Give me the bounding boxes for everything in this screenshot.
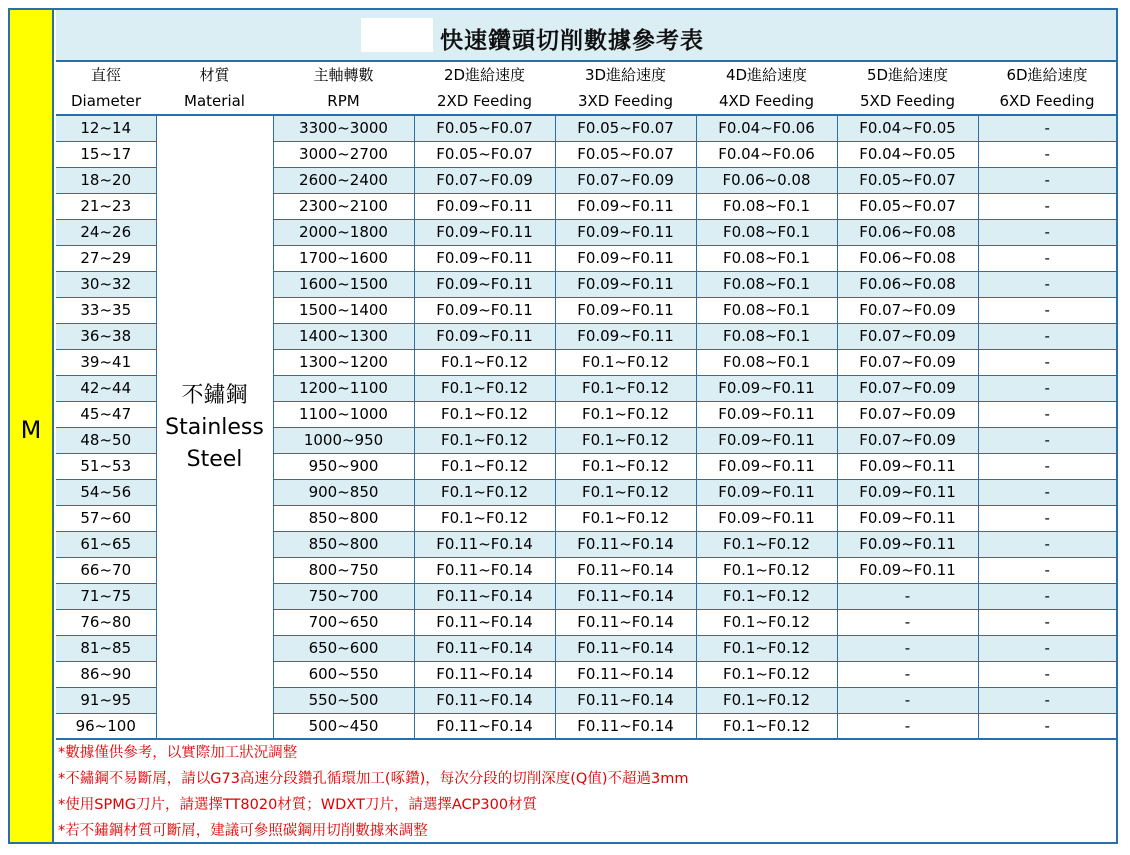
cell-4d-feed: F0.1~F0.12 xyxy=(696,558,837,584)
cell-2d-feed: F0.09~F0.11 xyxy=(414,272,555,298)
cell-2d-feed: F0.09~F0.11 xyxy=(414,324,555,350)
cell-6d-feed: - xyxy=(978,480,1116,506)
cell-diameter: 71~75 xyxy=(56,584,156,610)
cell-5d-feed: - xyxy=(837,714,978,740)
cell-rpm: 1700~1600 xyxy=(273,246,414,272)
cell-4d-feed: F0.08~F0.1 xyxy=(696,350,837,376)
cell-2d-feed: F0.1~F0.12 xyxy=(414,506,555,532)
cell-2d-feed: F0.1~F0.12 xyxy=(414,454,555,480)
cell-3d-feed: F0.11~F0.14 xyxy=(555,610,696,636)
cell-2d-feed: F0.11~F0.14 xyxy=(414,532,555,558)
cell-4d-feed: F0.1~F0.12 xyxy=(696,610,837,636)
note-item: *數據僅供參考，以實際加工狀況調整 xyxy=(58,745,298,761)
cell-5d-feed: - xyxy=(837,636,978,662)
cell-2d-feed: F0.1~F0.12 xyxy=(414,402,555,428)
header-en-3d: 3XD Feeding xyxy=(555,88,696,115)
material-label-en1: Stainless xyxy=(165,414,264,440)
note-item: *不鏽鋼不易斷屑，請以G73高速分段鑽孔循環加工(啄鑽)，每次分段的切削深度(Q值)不超過3mm xyxy=(58,771,689,787)
header-row-zh xyxy=(56,62,1116,88)
table-row xyxy=(56,115,1116,142)
cell-6d-feed: - xyxy=(978,688,1116,714)
cell-3d-feed: F0.07~F0.09 xyxy=(555,168,696,194)
cell-diameter: 54~56 xyxy=(56,480,156,506)
note-item: *若不鏽鋼材質可斷屑，建議可參照碳鋼用切削數據來調整 xyxy=(58,823,428,839)
cell-rpm: 1500~1400 xyxy=(273,298,414,324)
cell-5d-feed: F0.05~F0.07 xyxy=(837,194,978,220)
cell-3d-feed: F0.11~F0.14 xyxy=(555,688,696,714)
cell-4d-feed: F0.1~F0.12 xyxy=(696,662,837,688)
header-zh-rpm: 主軸轉數 xyxy=(313,66,374,84)
cell-5d-feed: F0.04~F0.05 xyxy=(837,142,978,168)
cell-6d-feed: - xyxy=(978,454,1116,480)
cell-2d-feed: F0.1~F0.12 xyxy=(414,428,555,454)
header-zh-3d: 3D進給速度 xyxy=(584,66,667,84)
cell-5d-feed: - xyxy=(837,610,978,636)
cell-4d-feed: F0.1~F0.12 xyxy=(696,636,837,662)
header-en-2d: 2XD Feeding xyxy=(414,88,555,115)
cell-2d-feed: F0.11~F0.14 xyxy=(414,636,555,662)
cell-2d-feed: F0.05~F0.07 xyxy=(414,115,555,142)
cell-diameter: 27~29 xyxy=(56,246,156,272)
cell-4d-feed: F0.09~F0.11 xyxy=(696,402,837,428)
cell-diameter: 61~65 xyxy=(56,532,156,558)
cell-2d-feed: F0.09~F0.11 xyxy=(414,194,555,220)
header-en-diameter: Diameter xyxy=(56,88,156,115)
cell-rpm: 1000~950 xyxy=(273,428,414,454)
cell-diameter: 66~70 xyxy=(56,558,156,584)
cell-5d-feed: F0.06~F0.08 xyxy=(837,220,978,246)
cell-3d-feed: F0.11~F0.14 xyxy=(555,714,696,740)
cell-4d-feed: F0.08~F0.1 xyxy=(696,246,837,272)
cell-rpm: 700~650 xyxy=(273,610,414,636)
cell-rpm: 1300~1200 xyxy=(273,350,414,376)
cell-5d-feed: F0.07~F0.09 xyxy=(837,298,978,324)
cell-6d-feed: - xyxy=(978,194,1116,220)
cell-5d-feed: F0.06~F0.08 xyxy=(837,246,978,272)
material-group-letter: M xyxy=(20,416,42,444)
cell-6d-feed: - xyxy=(978,115,1116,142)
cell-6d-feed: - xyxy=(978,246,1116,272)
cell-6d-feed: - xyxy=(978,584,1116,610)
cell-rpm: 1200~1100 xyxy=(273,376,414,402)
cell-4d-feed: F0.09~F0.11 xyxy=(696,376,837,402)
cell-2d-feed: F0.11~F0.14 xyxy=(414,714,555,740)
cell-diameter: 81~85 xyxy=(56,636,156,662)
cell-5d-feed: F0.09~F0.11 xyxy=(837,480,978,506)
cutting-data-table xyxy=(56,62,1116,740)
cell-5d-feed: F0.07~F0.09 xyxy=(837,376,978,402)
cell-3d-feed: F0.05~F0.07 xyxy=(555,115,696,142)
cell-4d-feed: F0.08~F0.1 xyxy=(696,220,837,246)
header-row-en xyxy=(56,88,1116,115)
cell-4d-feed: F0.08~F0.1 xyxy=(696,298,837,324)
cell-diameter: 86~90 xyxy=(56,662,156,688)
cell-rpm: 1600~1500 xyxy=(273,272,414,298)
cell-rpm: 850~800 xyxy=(273,506,414,532)
cell-diameter: 45~47 xyxy=(56,402,156,428)
cell-diameter: 30~32 xyxy=(56,272,156,298)
cell-6d-feed: - xyxy=(978,558,1116,584)
cell-3d-feed: F0.11~F0.14 xyxy=(555,558,696,584)
header-en-material: Material xyxy=(156,88,273,115)
cell-rpm: 1100~1000 xyxy=(273,402,414,428)
cell-3d-feed: F0.11~F0.14 xyxy=(555,662,696,688)
header-zh-material: 材質 xyxy=(199,66,230,84)
cell-2d-feed: F0.11~F0.14 xyxy=(414,688,555,714)
material-label-en2: Steel xyxy=(186,446,243,472)
cell-2d-feed: F0.1~F0.12 xyxy=(414,480,555,506)
cell-diameter: 21~23 xyxy=(56,194,156,220)
cell-4d-feed: F0.06~0.08 xyxy=(696,168,837,194)
cell-5d-feed: F0.09~F0.11 xyxy=(837,506,978,532)
cell-3d-feed: F0.09~F0.11 xyxy=(555,272,696,298)
material-group-label xyxy=(10,10,54,842)
title-bar xyxy=(56,10,1116,62)
header-zh-6d: 6D進給速度 xyxy=(1006,66,1088,84)
cell-4d-feed: F0.09~F0.11 xyxy=(696,454,837,480)
cell-4d-feed: F0.09~F0.11 xyxy=(696,506,837,532)
cell-6d-feed: - xyxy=(978,298,1116,324)
cell-6d-feed: - xyxy=(978,428,1116,454)
cell-3d-feed: F0.09~F0.11 xyxy=(555,324,696,350)
cell-4d-feed: F0.08~F0.1 xyxy=(696,324,837,350)
page-title: 快速鑽頭切削數據參考表 xyxy=(440,28,704,54)
cell-6d-feed: - xyxy=(978,376,1116,402)
cell-diameter: 36~38 xyxy=(56,324,156,350)
cell-3d-feed: F0.1~F0.12 xyxy=(555,350,696,376)
cell-diameter: 91~95 xyxy=(56,688,156,714)
cell-5d-feed: F0.05~F0.07 xyxy=(837,168,978,194)
cell-6d-feed: - xyxy=(978,220,1116,246)
cell-2d-feed: F0.11~F0.14 xyxy=(414,662,555,688)
cell-rpm: 900~850 xyxy=(273,480,414,506)
header-zh-5d: 5D進給速度 xyxy=(866,66,949,84)
cell-6d-feed: - xyxy=(978,168,1116,194)
cell-4d-feed: F0.08~F0.1 xyxy=(696,272,837,298)
cell-6d-feed: - xyxy=(978,714,1116,740)
cell-diameter: 57~60 xyxy=(56,506,156,532)
cell-diameter: 51~53 xyxy=(56,454,156,480)
logo-placeholder xyxy=(361,18,433,52)
cell-3d-feed: F0.1~F0.12 xyxy=(555,506,696,532)
notes-section xyxy=(56,738,1116,842)
cell-4d-feed: F0.1~F0.12 xyxy=(696,532,837,558)
cell-2d-feed: F0.1~F0.12 xyxy=(414,376,555,402)
cell-2d-feed: F0.09~F0.11 xyxy=(414,298,555,324)
cell-diameter: 42~44 xyxy=(56,376,156,402)
cell-3d-feed: F0.1~F0.12 xyxy=(555,480,696,506)
cell-2d-feed: F0.09~F0.11 xyxy=(414,220,555,246)
cell-rpm: 2600~2400 xyxy=(273,168,414,194)
cell-rpm: 1400~1300 xyxy=(273,324,414,350)
cell-2d-feed: F0.11~F0.14 xyxy=(414,584,555,610)
cell-3d-feed: F0.11~F0.14 xyxy=(555,532,696,558)
cell-6d-feed: - xyxy=(978,506,1116,532)
cell-diameter: 39~41 xyxy=(56,350,156,376)
cell-diameter: 96~100 xyxy=(56,714,156,740)
material-label-zh: 不鏽鋼 xyxy=(181,382,248,408)
cell-3d-feed: F0.1~F0.12 xyxy=(555,428,696,454)
cell-4d-feed: F0.1~F0.12 xyxy=(696,714,837,740)
cell-4d-feed: F0.1~F0.12 xyxy=(696,584,837,610)
cell-diameter: 18~20 xyxy=(56,168,156,194)
cell-3d-feed: F0.11~F0.14 xyxy=(555,584,696,610)
cell-rpm: 2300~2100 xyxy=(273,194,414,220)
cell-3d-feed: F0.09~F0.11 xyxy=(555,246,696,272)
cell-3d-feed: F0.09~F0.11 xyxy=(555,194,696,220)
cell-6d-feed: - xyxy=(978,324,1116,350)
cell-rpm: 2000~1800 xyxy=(273,220,414,246)
cell-3d-feed: F0.1~F0.12 xyxy=(555,376,696,402)
cell-4d-feed: F0.04~F0.06 xyxy=(696,142,837,168)
cell-5d-feed: F0.09~F0.11 xyxy=(837,558,978,584)
cell-4d-feed: F0.09~F0.11 xyxy=(696,480,837,506)
cell-rpm: 3300~3000 xyxy=(273,115,414,142)
cell-2d-feed: F0.09~F0.11 xyxy=(414,246,555,272)
cell-6d-feed: - xyxy=(978,402,1116,428)
cell-3d-feed: F0.09~F0.11 xyxy=(555,220,696,246)
cell-rpm: 550~500 xyxy=(273,688,414,714)
cell-5d-feed: - xyxy=(837,584,978,610)
cell-5d-feed: F0.04~F0.05 xyxy=(837,115,978,142)
header-zh-2d: 2D進給速度 xyxy=(443,66,526,84)
header-en-rpm: RPM xyxy=(273,88,414,115)
cell-4d-feed: F0.04~F0.06 xyxy=(696,115,837,142)
cell-6d-feed: - xyxy=(978,662,1116,688)
cell-rpm: 650~600 xyxy=(273,636,414,662)
cell-6d-feed: - xyxy=(978,636,1116,662)
cell-4d-feed: F0.08~F0.1 xyxy=(696,194,837,220)
cell-5d-feed: - xyxy=(837,688,978,714)
cell-material xyxy=(156,115,273,740)
cell-4d-feed: F0.09~F0.11 xyxy=(696,428,837,454)
note-item: *使用SPMG刀片，請選擇TT8020材質；WDXT刀片，請選擇ACP300材質 xyxy=(58,797,538,813)
cell-5d-feed: F0.07~F0.09 xyxy=(837,402,978,428)
cell-2d-feed: F0.11~F0.14 xyxy=(414,558,555,584)
cell-rpm: 750~700 xyxy=(273,584,414,610)
cell-3d-feed: F0.1~F0.12 xyxy=(555,402,696,428)
cell-rpm: 600~550 xyxy=(273,662,414,688)
cell-rpm: 850~800 xyxy=(273,532,414,558)
cell-6d-feed: - xyxy=(978,350,1116,376)
cell-5d-feed: F0.09~F0.11 xyxy=(837,532,978,558)
cell-4d-feed: F0.1~F0.12 xyxy=(696,688,837,714)
cell-5d-feed: F0.06~F0.08 xyxy=(837,272,978,298)
cell-5d-feed: F0.07~F0.09 xyxy=(837,350,978,376)
cell-6d-feed: - xyxy=(978,272,1116,298)
cell-diameter: 76~80 xyxy=(56,610,156,636)
cell-diameter: 12~14 xyxy=(56,115,156,142)
cell-rpm: 3000~2700 xyxy=(273,142,414,168)
header-zh-diameter: 直徑 xyxy=(90,66,121,84)
cell-2d-feed: F0.11~F0.14 xyxy=(414,610,555,636)
cell-2d-feed: F0.05~F0.07 xyxy=(414,142,555,168)
cell-6d-feed: - xyxy=(978,532,1116,558)
cell-3d-feed: F0.09~F0.11 xyxy=(555,298,696,324)
header-en-6d: 6XD Feeding xyxy=(978,88,1116,115)
header-en-5d: 5XD Feeding xyxy=(837,88,978,115)
cell-rpm: 950~900 xyxy=(273,454,414,480)
cell-diameter: 33~35 xyxy=(56,298,156,324)
cell-rpm: 500~450 xyxy=(273,714,414,740)
cell-diameter: 48~50 xyxy=(56,428,156,454)
cell-3d-feed: F0.05~F0.07 xyxy=(555,142,696,168)
cell-rpm: 800~750 xyxy=(273,558,414,584)
cell-2d-feed: F0.1~F0.12 xyxy=(414,350,555,376)
header-en-4d: 4XD Feeding xyxy=(696,88,837,115)
cell-3d-feed: F0.11~F0.14 xyxy=(555,636,696,662)
cell-diameter: 15~17 xyxy=(56,142,156,168)
cell-5d-feed: F0.07~F0.09 xyxy=(837,428,978,454)
cell-5d-feed: F0.09~F0.11 xyxy=(837,454,978,480)
cell-diameter: 24~26 xyxy=(56,220,156,246)
cell-5d-feed: - xyxy=(837,662,978,688)
cell-6d-feed: - xyxy=(978,610,1116,636)
cell-3d-feed: F0.1~F0.12 xyxy=(555,454,696,480)
cell-6d-feed: - xyxy=(978,142,1116,168)
header-zh-4d: 4D進給速度 xyxy=(725,66,808,84)
cell-2d-feed: F0.07~F0.09 xyxy=(414,168,555,194)
cell-5d-feed: F0.07~F0.09 xyxy=(837,324,978,350)
